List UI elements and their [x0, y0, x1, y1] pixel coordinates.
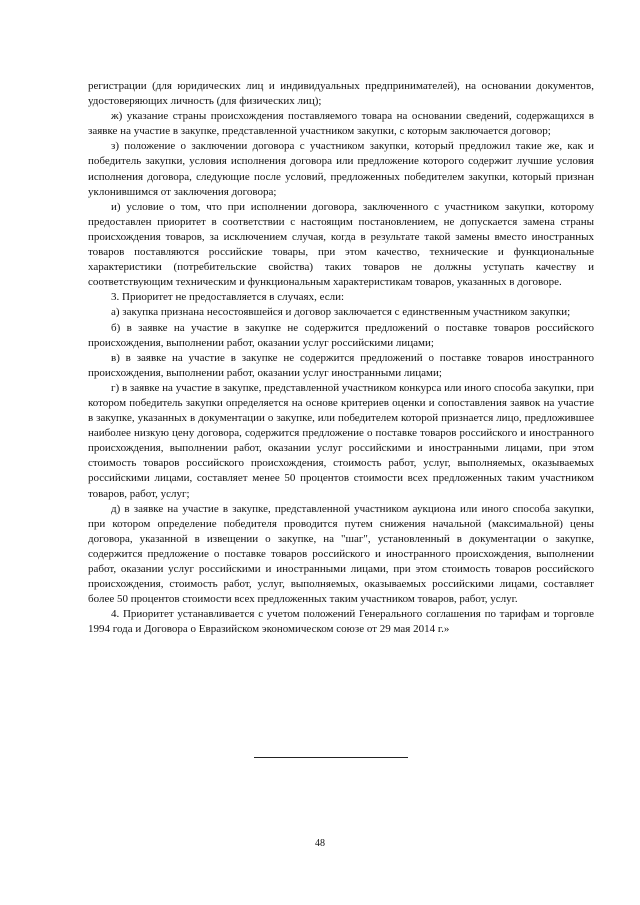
paragraph-clause-4: 4. Приоритет устанавливается с учетом положений Генерального соглашения по тарифам и торговле 1994 года и Договора о Евразийском экономическом союзе от 29 мая 2014 г.» — [88, 608, 594, 636]
paragraph-item-i: и) условие о том, что при исполнении договора, заключенного с участником закупки, которому предоставлен приоритет в соответствии с настоящим постановлением, не допускается замена страны происхождения товаров, за исключением случая, когда в результате такой замены вместо иностранных товаров поставляются российские товары, при этом качество, технические и функциональные характеристики (потребительские свойства) таких товаров не должны уступать качеству и соответствующим техническим и функциональным характеристикам товаров, указанных в договоре. — [88, 200, 594, 289]
paragraph-item-b: б) в заявке на участие в закупке не содержится предложений о поставке товаров российского происхождения, выполнении работ, оказании услуг российскими лицами; — [88, 321, 594, 349]
page-number: 48 — [315, 838, 325, 849]
end-divider — [254, 757, 408, 758]
paragraph-item-a: а) закупка признана несостоявшейся и договор заключается с единственным участником закупки; — [111, 306, 571, 319]
paragraph-item-v: в) в заявке на участие в закупке не содержится предложений о поставке товаров иностранного происхождения, выполнении работ, оказании услуг иностранными лицами; — [88, 351, 594, 379]
paragraph-continuation: регистрации (для юридических лиц и индивидуальных предпринимателей), на основании документов, удостоверяющих личность (для физических лиц); — [88, 80, 594, 108]
body-text — [88, 79, 594, 637]
paragraph-clause-3: 3. Приоритет не предоставляется в случаях, если: — [111, 291, 345, 304]
paragraph-item-g: г) в заявке на участие в закупке, представленной участником конкурса или иного способа закупки, при котором победитель закупки определяется на основе критериев оценки и сопоставления заявок на участие в закупке, указанных в документации о закупке, или победителем которой признается лицо, предложившее наиболее низкую цену договора, содержится предложение о поставке товаров российского и иностранного происхождения, выполнении работ, оказании услуг российскими и иностранными лицами, при этом стоимость товаров российского происхождения, стоимость работ, услуг, выполняемых, оказываемых российскими лицами, составляет менее 50 процентов стоимости всех предложенных таким участником товаров, работ, услуг; — [88, 381, 594, 500]
paragraph-item-d: д) в заявке на участие в закупке, представленной участником аукциона или иного способа закупки, при котором определение победителя проводится путем снижения начальной (максимальной) цены договора, указанной в извещении о закупке, на "шаг", установленный в документации о закупке, содержится предложение о поставке товаров российского и иностранного происхождения, выполнении работ, оказании услуг российскими и иностранными лицами, при этом стоимость товаров российского происхождения, стоимость работ, услуг, выполняемых, оказываемых российскими лицами, составляет более 50 процентов стоимости всех предложенных таким участником товаров, работ, услуг. — [88, 502, 594, 606]
paragraph-item-z: з) положение о заключении договора с участником закупки, который предложил такие же, как и победитель закупки, условия исполнения договора или предложение которого содержит лучшие условия исполнения договора, следующие после условий, предложенных победителем закупки, который признан уклонившимся от заключения договора; — [88, 140, 594, 198]
paragraph-item-zh: ж) указание страны происхождения поставляемого товара на основании сведений, содержащихся в заявке на участие в закупке, представленной участником закупки, с которым заключается договор; — [88, 110, 594, 138]
